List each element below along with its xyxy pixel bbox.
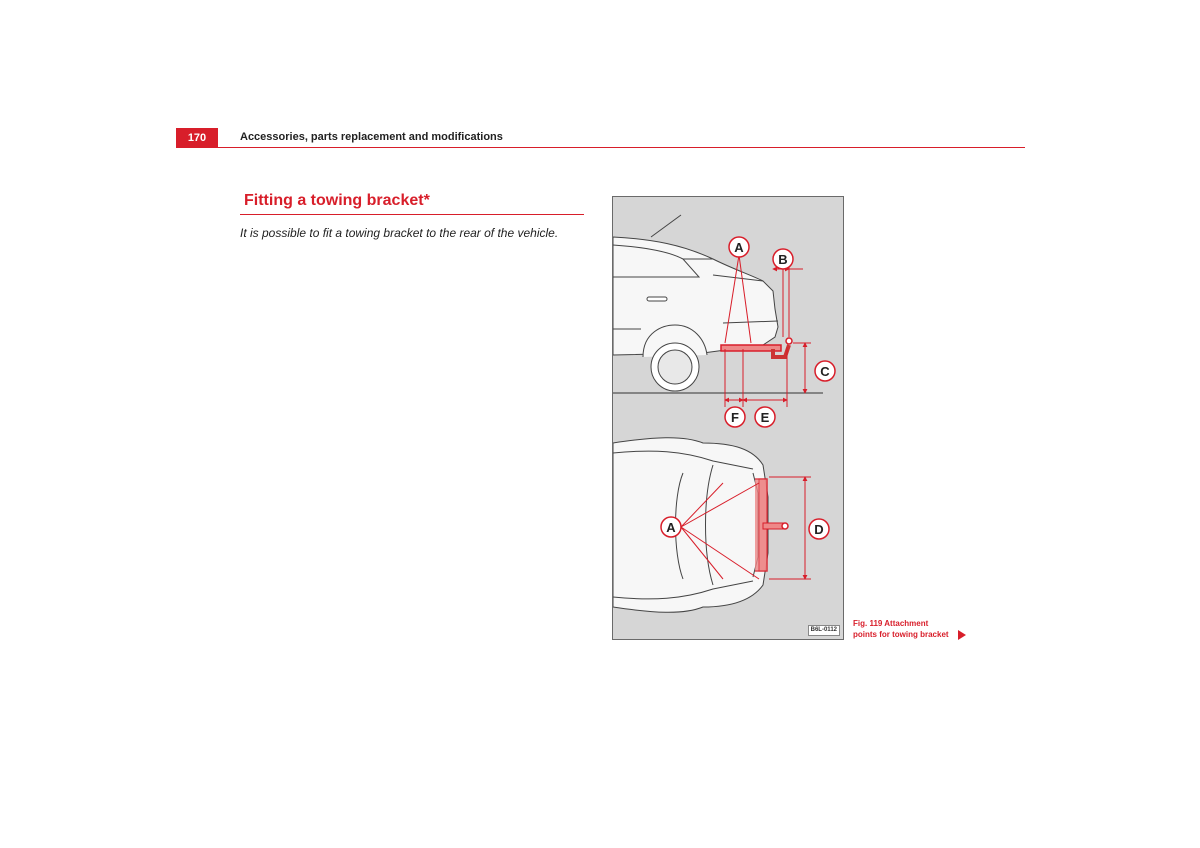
page-number: 170 bbox=[176, 128, 218, 148]
continue-arrow-icon bbox=[958, 630, 966, 640]
label-f-text: F bbox=[731, 410, 739, 425]
label-a-side-text: A bbox=[734, 240, 744, 255]
side-view bbox=[613, 215, 823, 393]
label-b bbox=[773, 249, 793, 269]
vehicle-diagram bbox=[613, 197, 845, 641]
section-title: Fitting a towing bracket* bbox=[244, 192, 430, 209]
label-e bbox=[755, 407, 775, 427]
label-b-text: B bbox=[778, 252, 788, 267]
caption-line-2: points for towing bracket bbox=[853, 630, 949, 639]
label-a-top bbox=[661, 517, 681, 537]
top-bracket bbox=[755, 479, 788, 571]
top-view bbox=[613, 438, 768, 613]
label-a-side bbox=[729, 237, 749, 257]
intro-text: It is possible to fit a towing bracket to the rear of the vehicle. bbox=[240, 226, 559, 240]
figure-caption bbox=[853, 618, 963, 640]
figure-id: B6L-0112 bbox=[808, 625, 840, 636]
towing-bracket-figure bbox=[612, 196, 844, 640]
label-d bbox=[809, 519, 829, 539]
chapter-title: Accessories, parts replacement and modifications bbox=[240, 131, 503, 143]
caption-line-1: Fig. 119 Attachment bbox=[853, 619, 929, 628]
header-rule bbox=[218, 147, 1025, 148]
label-c bbox=[815, 361, 835, 381]
page-header bbox=[176, 128, 1025, 148]
label-c-text: C bbox=[820, 364, 830, 379]
label-f bbox=[725, 407, 745, 427]
label-a-top-text: A bbox=[666, 520, 676, 535]
title-rule bbox=[240, 214, 584, 215]
label-e-text: E bbox=[760, 410, 770, 425]
label-d-text: D bbox=[814, 522, 824, 537]
